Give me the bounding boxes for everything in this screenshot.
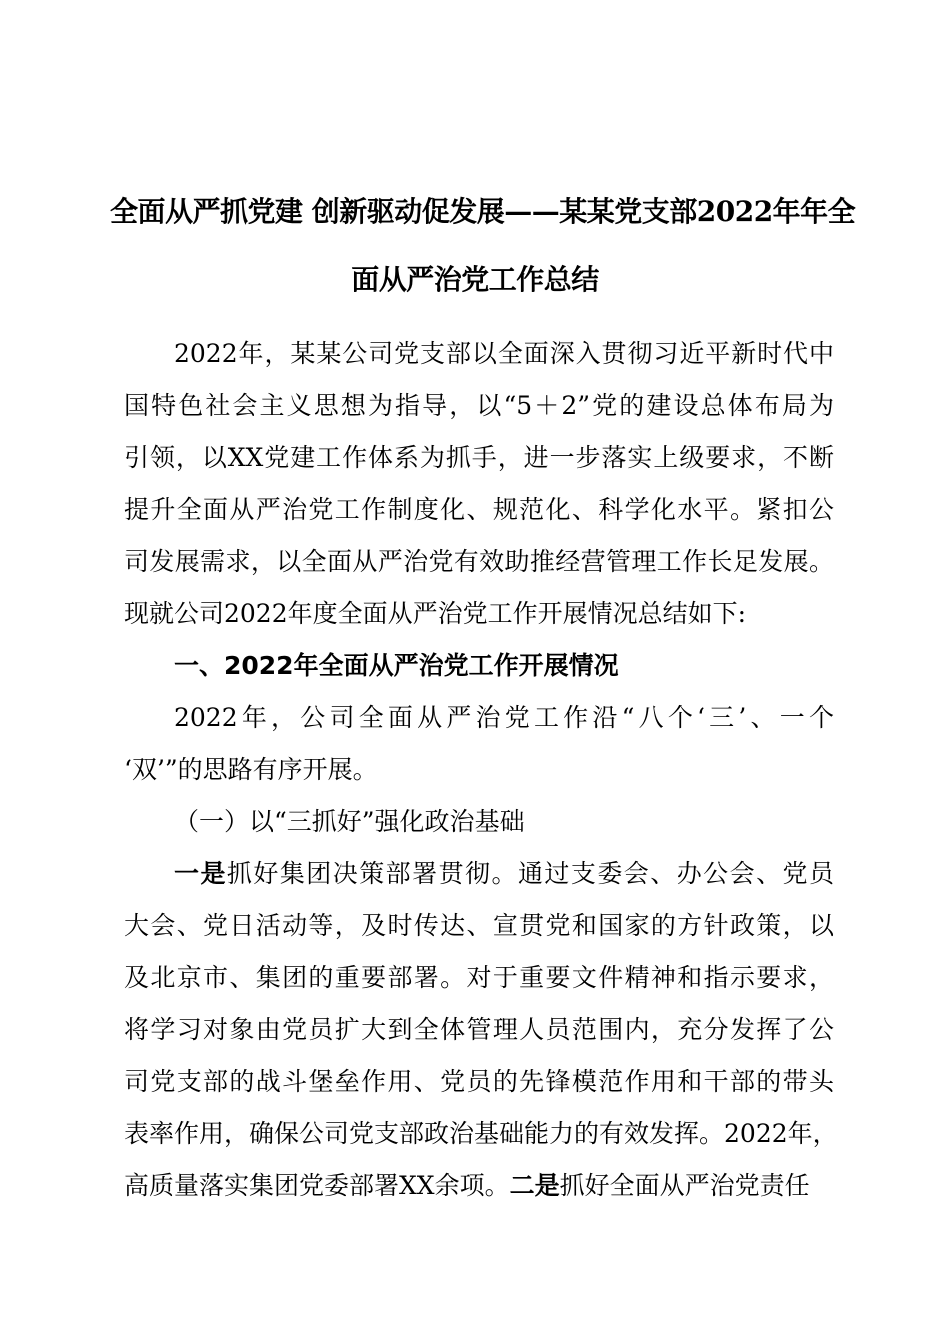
intro-line: 国特色社会主义思想为指导，以“5＋2”党的建设总体布局为 <box>124 391 834 420</box>
section-para-line: 及北京市、集团的重要部署。对于重要文件精神和指示要求， <box>124 963 834 992</box>
para-text: 高质量落实集团党委部署XX余项。 <box>124 1171 510 1200</box>
document-title <box>110 178 856 314</box>
overview-line: 2022年，公司全面从严治党工作沿“八个‘三’、一个 <box>174 703 834 732</box>
section-para-line: 表率作用，确保公司党支部政治基础能力的有效发挥。2022年， <box>124 1119 838 1148</box>
intro-line: 提升全面从严治党工作制度化、规范化、科学化水平。紧扣公 <box>124 495 834 524</box>
section-heading: 一、2022年全面从严治党工作开展情况 <box>174 651 619 680</box>
section-para-line: 将学习对象由党员扩大到全体管理人员范围内，充分发挥了公 <box>124 1015 834 1044</box>
section-para-line: 司党支部的战斗堡垒作用、党员的先锋模范作用和干部的带头 <box>124 1067 834 1096</box>
para-text: 抓好全面从严治党责任 <box>559 1171 810 1200</box>
lead-phrase: 一是 <box>174 859 227 888</box>
section-para-line <box>124 848 834 900</box>
document-body <box>124 328 838 1212</box>
intro-line: 2022年，某某公司党支部以全面深入贯彻习近平新时代中 <box>174 339 834 368</box>
title-line-2: 面从严治党工作总结 <box>351 263 599 296</box>
section-para-line <box>124 1160 834 1212</box>
title-line-1: 全面从严抓党建 创新驱动促发展——某某党支部2022年年全 <box>110 195 856 228</box>
para-text: 抓好集团决策部署贯彻。通过支委会、办公会、党员 <box>226 859 834 888</box>
subsection-heading: （一）以“三抓好”强化政治基础 <box>174 807 525 836</box>
intro-line: 引领，以XX党建工作体系为抓手，进一步落实上级要求，不断 <box>124 443 834 472</box>
intro-line: 司发展需求，以全面从严治党有效助推经营管理工作长足发展。 <box>124 547 834 576</box>
overview-line: ‘双’”的思路有序开展。 <box>124 755 378 784</box>
lead-phrase: 二是 <box>509 1171 560 1200</box>
section-para-line: 大会、党日活动等，及时传达、宣贯党和国家的方针政策，以 <box>124 911 834 940</box>
intro-line: 现就公司2022年度全面从严治党工作开展情况总结如下: <box>124 599 747 628</box>
